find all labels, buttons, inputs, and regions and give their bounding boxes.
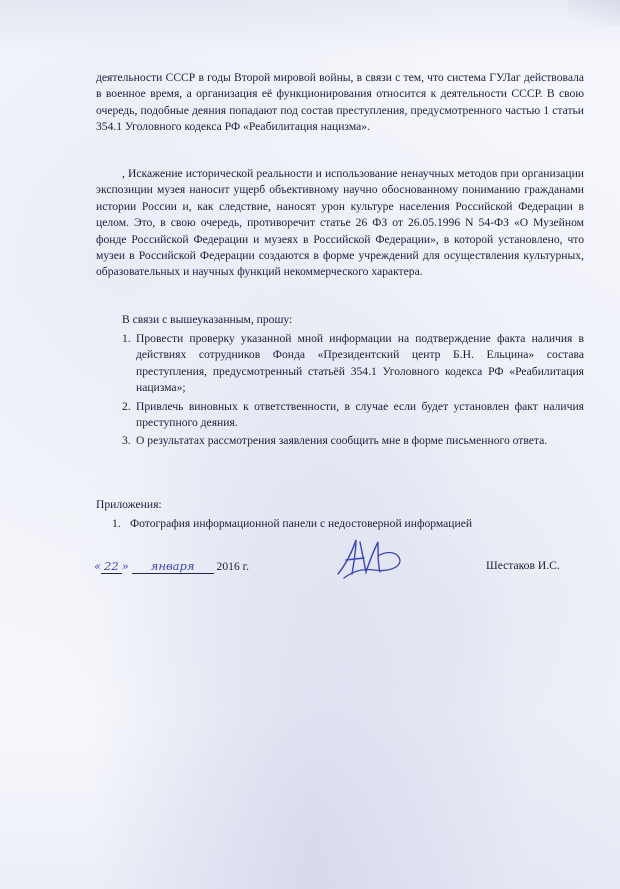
request-number: 1. bbox=[122, 332, 131, 345]
signature-stroke bbox=[360, 542, 380, 572]
request-text: О результатах рассмотрения заявления сообщить мне в форме письменного ответа. bbox=[136, 434, 548, 448]
date-close-quote: » bbox=[121, 559, 129, 573]
handwritten-signature bbox=[334, 534, 406, 582]
signer-name: Шестаков И.С. bbox=[486, 559, 560, 572]
attachments-heading: Приложения: bbox=[96, 498, 162, 511]
request-intro: В связи с вышеуказанным, прошу: bbox=[122, 313, 293, 326]
request-number: 3. bbox=[122, 434, 131, 448]
attachment-number: 1. bbox=[112, 517, 121, 530]
request-item bbox=[96, 433, 584, 449]
date-month: января bbox=[132, 560, 214, 574]
request-number: 2. bbox=[122, 399, 131, 413]
request-item bbox=[96, 331, 584, 397]
paragraph-gulag: деятельности СССР в годы Второй мировой войны, в связи с тем, что система ГУЛаг действовала в военное время, а организация её функционирования относится к деятельности СССР. В свою очередь, подобные деяния попадают под состав преступления, предусмотренного частью 1 статьи 354.1 Уголовного кодекса РФ «Реабилитация нацизма». bbox=[96, 71, 584, 134]
request-text: Привлечь виновных к ответственности, в случае если будет установлен факт наличия преступного деяния. bbox=[136, 399, 584, 430]
date-open-quote: « bbox=[94, 559, 102, 573]
request-text: Провести проверку указанной мной информации на подтверждение факта наличия в действиях сотрудников Фонда «Президентский центр Б.Н. Ельцина» состава преступления, предусмотренный статьёй 354.1 Уголовного кодекса РФ «Реабилитация нацизма»; bbox=[136, 332, 584, 395]
date-day: 22 bbox=[101, 560, 122, 574]
request-list bbox=[96, 331, 584, 452]
request-item bbox=[96, 399, 584, 432]
folded-corner bbox=[568, 0, 620, 26]
date-year: 2016 г. bbox=[216, 560, 249, 573]
paragraph-museum-law: , Искажение исторической реальности и использование ненаучных методов при организации экспозиции музея наносит ущерб объективному научно обоснованному пониманию гражданами истории России и, как следствие, наносят урон культуре населения Российской Федерации в целом. Это, в свою очередь, противоречит статье 26 ФЗ от 26.05.1996 N 54-ФЗ «О Музейном фонде Российской Федерации и музеях в Российской Федерации», в которой установлено, что музеи в Российской Федерации создаются в форме учреждений для осуществления культурных, образовательных и научных функций некоммерческого характера. bbox=[96, 167, 584, 279]
attachment-text: Фотография информационной панели с недостоверной информацией bbox=[130, 517, 473, 530]
date-line bbox=[94, 559, 249, 574]
attachment-item bbox=[112, 517, 472, 530]
